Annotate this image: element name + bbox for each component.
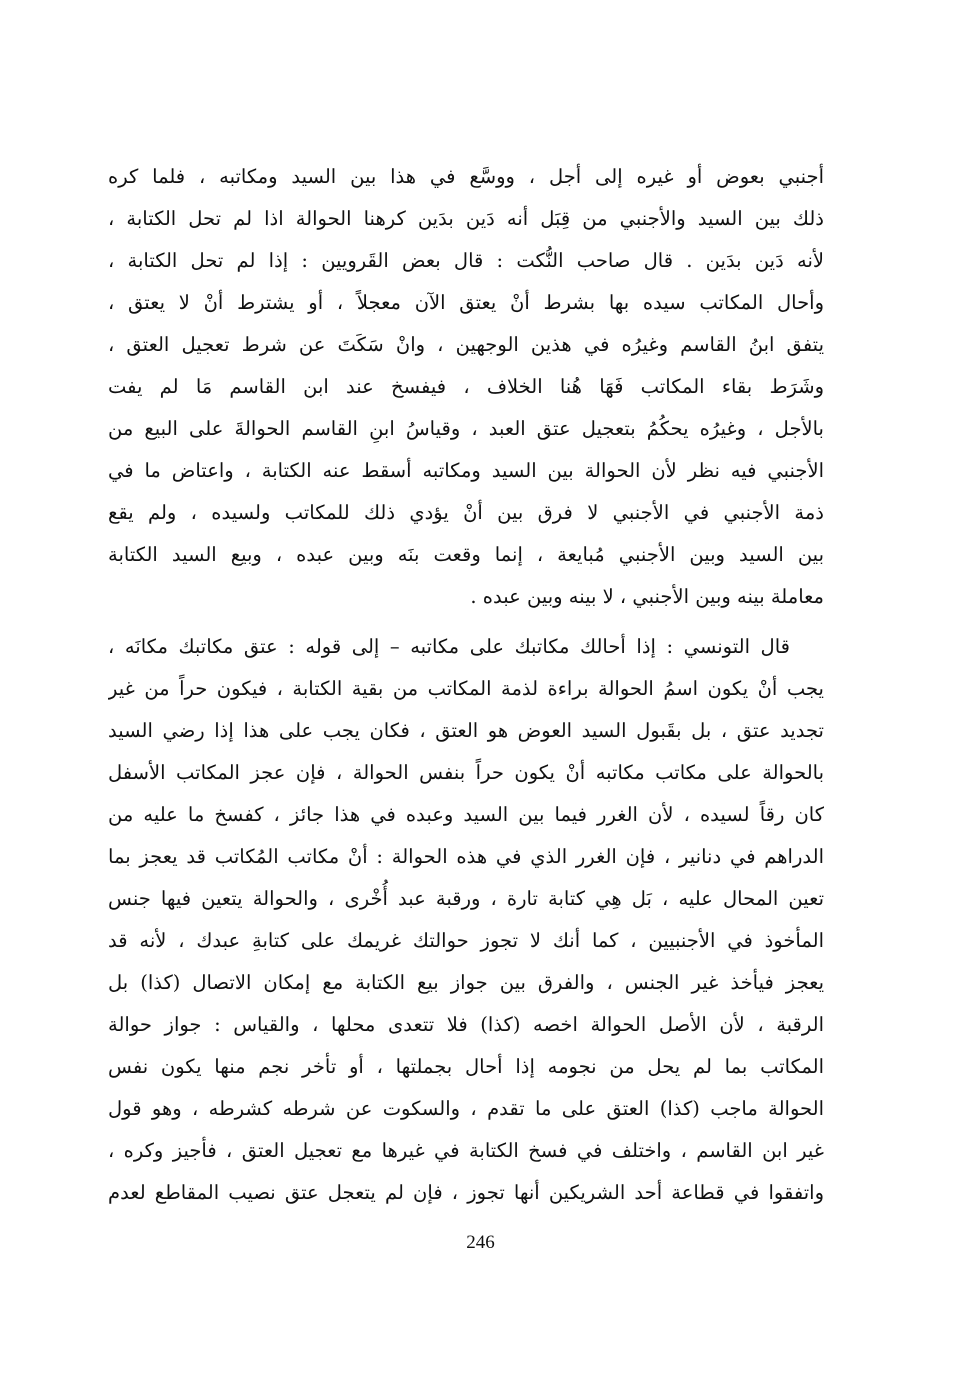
text-line: المكاتب بما لم يحل من نجومه إذا أحال بجملتها ، أو تأخر نجم منها يكون نفس: [108, 1055, 824, 1078]
text-line: الرقبة ، لأن الأصل الحوالة اخصه (كذا) فلا تتعدى محلها ، والقياس : جواز حوالة: [108, 1013, 824, 1036]
text-line: ذمة الأجنبي في الأجنبي لا فرق بين أنْ يؤدي ذلك للمكاتب ولسيده ، ولم يقع: [108, 501, 824, 524]
text-line: أجنبي بعوض أو غيره إلى أجل ، ووسَّع في هذا بين السيد ومكاتبه ، فلما كره: [108, 165, 824, 188]
text-line: المأخوذ في الأجنبيين ، كما أنك لا تجوز حوالتك غريمك على كتابةِ عبدك ، لأنه قد: [108, 929, 824, 952]
text-line: بالحوالة على مكاتب مكاتبه أنْ يكون حراً بنفس الحوالة ، فإن عجز المكاتب الأسفل: [108, 761, 824, 784]
text-line: يجب أنْ يكون اسمُ الحوالة براءة لذمة المكاتب من بقية الكتابة ، فيكون حراً من غير: [108, 677, 824, 700]
text-line: لأنه دَين بدَين . قال صاحب النُّكت : قال بعض القَرويين : إذا لم تحل الكتابة ،: [108, 249, 824, 272]
text-line: بين السيد وبين الأجنبي مُبايعة ، إنما وقعت بنَه وبين عبده ، وبيع السيد الكتابة: [108, 543, 824, 566]
text-line: غير ابن القاسم ، واختلف في فسخ الكتابة في غيرها مع تعجيل العتق ، فأجيز وكره ،: [108, 1139, 824, 1162]
text-line: تعين المحال عليه ، بَل هِي كتابة تارة ، ورقبة عبد أُخْرى ، والحوالة يتعين فيها جنس: [108, 887, 824, 910]
text-line: وأحال المكاتب سيده بها بشرط أنْ يعتق الآن معجلاً ، أو يشترط أنْ لا يعتق ،: [108, 291, 824, 314]
text-line: وشَرَط بقاء المكاتب فَهَا هُنا الخلاف ، فيفسخ عند ابن القاسم مَا لم يفت: [108, 375, 824, 398]
text-line: تجديد عتق ، بل بقَبول السيد العوض هو العتق ، فكان يجب على هذا إذا رضي السيد: [108, 719, 824, 742]
text-line: يتفق ابنُ القاسم وغيرُه في هذين الوجهين ، وانْ سَكَتَ عن شرط تعجيل العتق ،: [108, 333, 824, 356]
paragraph-2: [108, 626, 824, 1214]
text-line: الحوالة ماجب (كذا) العتق على ما تقدم ، والسكوت عن شرطه كشرطه ، وهو قول: [108, 1097, 824, 1120]
text-line: ذلك بين السيد والأجنبي من قِبَل أنه دَين بدَين كرهنا الحوالة اذا لم تحل الكتابة ،: [108, 207, 824, 230]
text-line: كان رقاً لسيده ، لأن الغرر فيما بين السيد وعبده في هذا جائز ، كفسخ ما عليه من: [108, 803, 824, 826]
paragraph-1: [108, 156, 824, 618]
page-number: 246: [466, 1232, 495, 1253]
text-line: واتفقوا في قطاعة أحد الشريكين أنها تجوز ، فإن لم يتعجل عتق نصيب المقاطع لعدم: [108, 1181, 824, 1204]
text-line: بالأجل ، وغيرُه يحكُمُ بتعجيل عتق العبد ، وقياسُ ابنِ القاسم الحوالةَ على البيع من: [108, 417, 824, 440]
text-line: يعجز فيأخذ غير الجنس ، والفرق بين جواز بيع الكتابة مع إمكان الاتصال (كذا) بل: [108, 971, 824, 994]
text-line: الدراهم في دنانير ، فإن الغرر الذي في هذه الحوالة : أنْ مكاتب المُكاتب قد يعجز بما: [108, 845, 824, 868]
text-line: معاملة بينه وبين الأجنبي ، لا بينه وبين عبده .: [470, 585, 824, 608]
text-line: الأجنبي فيه نظر لأن الحوالة بين السيد ومكاتبه أسقط عنه الكتابة ، واعتاض ما في: [108, 459, 824, 482]
text-line: قال التونسي : إذا أحالك مكاتبك على مكاتبه – إلى قوله : عتق مكاتبك مكانَه ،: [108, 635, 790, 658]
